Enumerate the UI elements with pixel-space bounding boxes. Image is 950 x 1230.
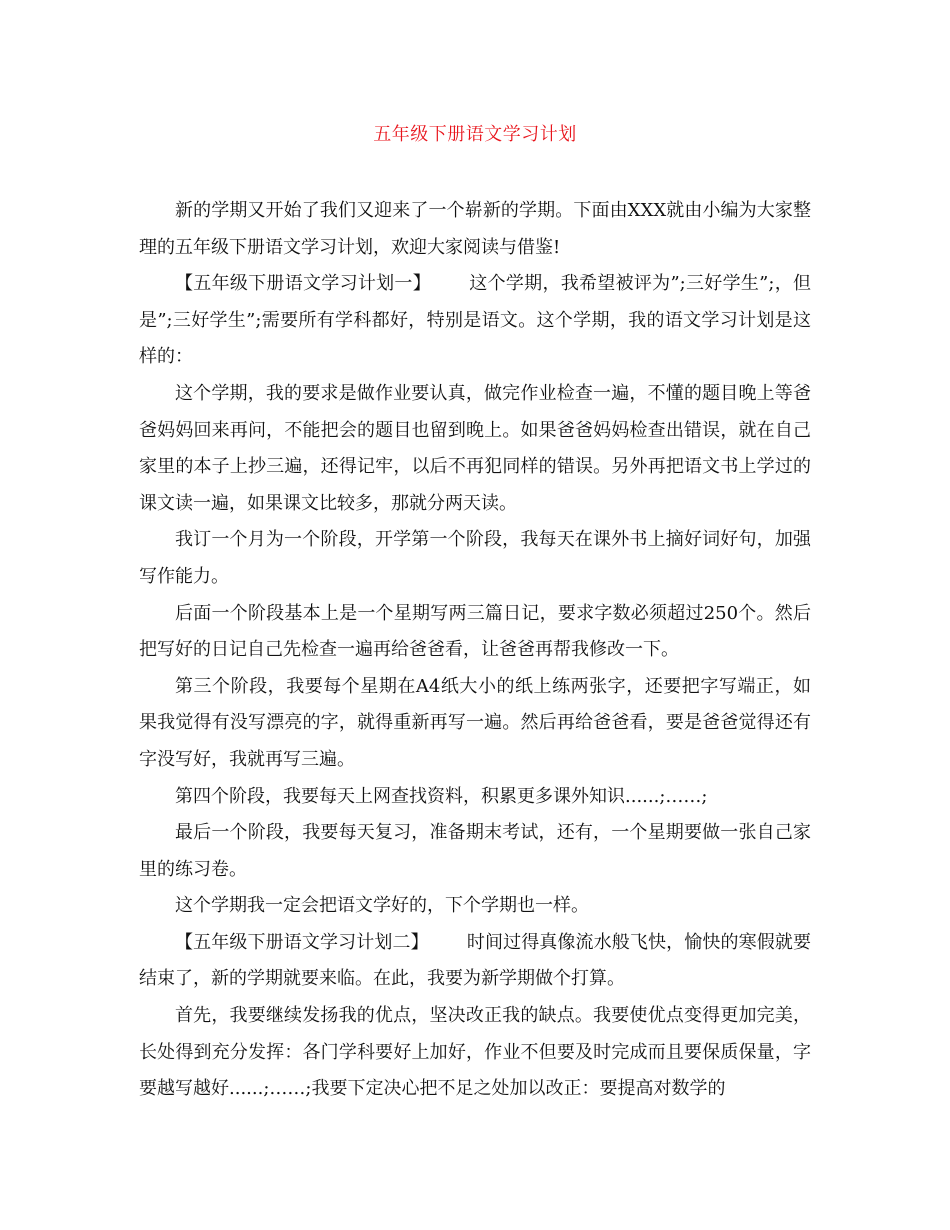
paragraph-plan-one bbox=[139, 266, 811, 376]
paragraph-plan-one-text: 这个学期，我希望被评为”;三好学生”;，但是”;三好学生”;需要所有学科都好，特别是语文。这个学期，我的语文学习计划是这样的： bbox=[139, 273, 811, 368]
paragraph-plan-two bbox=[139, 925, 811, 998]
paragraph-stage-four: 第四个阶段，我要每天上网查找资料，积累更多课外知识......;……; bbox=[175, 785, 708, 807]
section-heading-plan-two: 【五年级下册语文学习计划二】 bbox=[175, 931, 429, 953]
paragraph-stage-final: 最后一个阶段，我要每天复习，准备期末考试，还有，一个星期要做一张自己家里的练习卷。 bbox=[139, 822, 811, 880]
paragraph-closing: 这个学期我一定会把语文学好的，下个学期也一样。 bbox=[175, 895, 589, 917]
paragraph-stage-three: 第三个阶段，我要每个星期在A4纸大小的纸上练两张字，还要把字写端正，如果我觉得有没写漂亮的字，就得重新再写一遍。然后再给爸爸看，要是爸爸觉得还有字没写好，我就再写三遍。 bbox=[139, 675, 811, 770]
paragraph-intro: 新的学期又开始了我们又迎来了一个崭新的学期。下面由XXX就由小编为大家整理的五年级下册语文学习计划，欢迎大家阅读与借鉴! bbox=[139, 200, 811, 258]
document-title: 五年级下册语文学习计划 bbox=[373, 124, 577, 145]
section-heading-plan-one: 【五年级下册语文学习计划一】 bbox=[175, 273, 432, 295]
paragraph-stage-two: 后面一个阶段基本上是一个星期写两三篇日记，要求字数必须超过250个。然后把写好的日记自己先检查一遍再给爸爸看，让爸爸再帮我修改一下。 bbox=[139, 602, 811, 661]
paragraph-stage-one: 我订一个月为一个阶段，开学第一个阶段，我每天在课外书上摘好词好句，加强写作能力。 bbox=[139, 529, 811, 587]
paragraph-strengths: 首先，我要继续发扬我的优点，坚决改正我的缺点。我要使优点变得更加完美，长处得到充分发挥：各门学科要好上加好，作业不但要及时完成而且要保质保量，字要越写越好......;……;我要下定决心把不足之处加以改正：要提高对数学的 bbox=[139, 1005, 811, 1100]
paragraph-homework: 这个学期，我的要求是做作业要认真，做完作业检查一遍，不懂的题目晚上等爸爸妈妈回来再问，不能把会的题目也留到晚上。如果爸爸妈妈检查出错误，就在自己家里的本子上抄三遍，还得记牢，以后不再犯同样的错误。另外再把语文书上学过的课文读一遍，如果课文比较多，那就分两天读。 bbox=[139, 382, 811, 514]
paragraph-plan-two-text: 时间过得真像流水般飞快，愉快的寒假就要结束了，新的学期就要来临。在此，我要为新学期做个打算。 bbox=[139, 931, 812, 990]
document-body bbox=[139, 193, 811, 1108]
